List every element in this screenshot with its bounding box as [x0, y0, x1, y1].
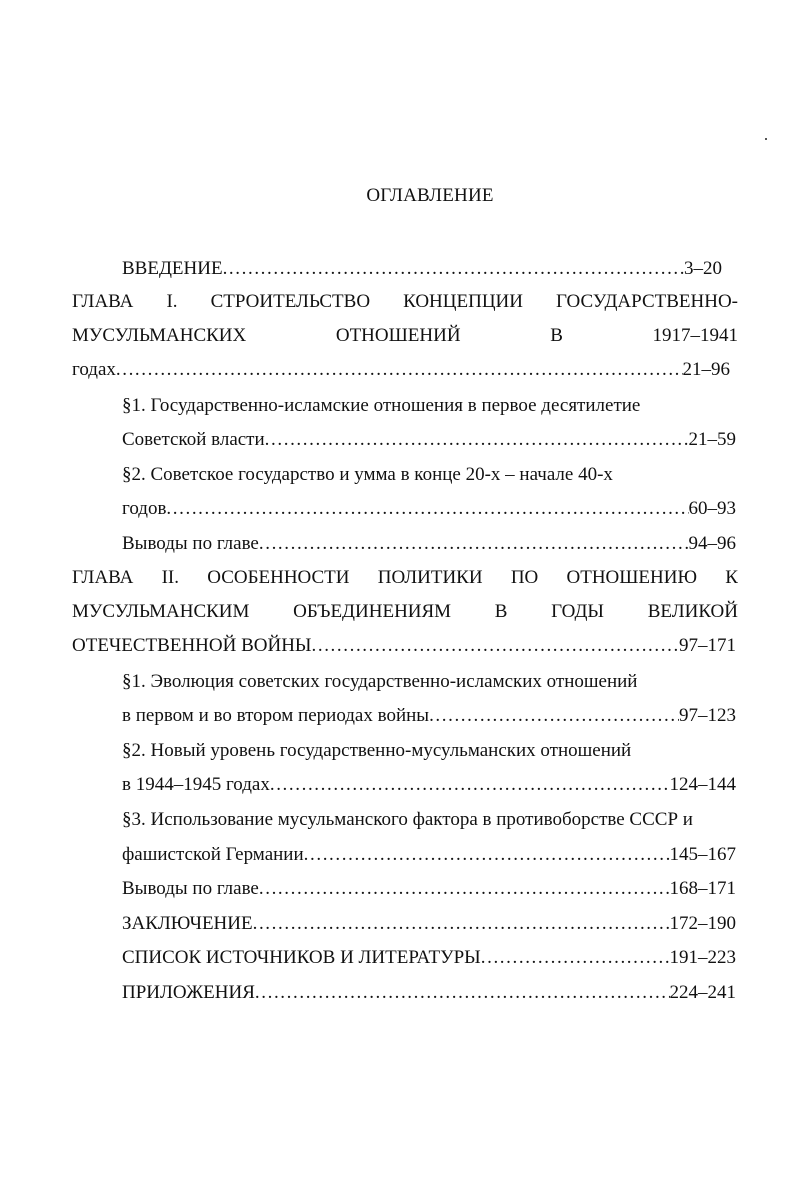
word: ГЛАВА	[72, 291, 134, 312]
toc-entry-pages: 124–144	[669, 774, 736, 795]
word: ГОСУДАРСТВЕННО-	[556, 291, 738, 312]
dot-leader	[259, 877, 670, 901]
toc-entry-text: Выводы по главе	[122, 533, 259, 554]
chapter2-heading-line3	[72, 634, 736, 658]
chapter1-section2-line1: §2. Советское государство и умма в конце 20-х – начале 40-х	[122, 464, 613, 485]
chapter2-section3-line1: §3. Использование мусульманского фактора в противоборстве СССР и	[122, 809, 693, 830]
toc-entry-text: фашистской Германии	[122, 844, 304, 865]
toc-entry-text: ОТЕЧЕСТВЕННОЙ ВОЙНЫ	[72, 635, 312, 656]
dot-leader	[255, 981, 670, 1005]
toc-entry-text: ВВЕДЕНИЕ	[122, 258, 223, 279]
word: ГЛАВА	[72, 567, 134, 588]
word: ОТНОШЕНИЙ	[335, 325, 461, 346]
dot-leader	[253, 912, 670, 936]
chapter2-section2-line2	[122, 773, 736, 797]
chapter2-section1-line2	[122, 704, 736, 728]
word: II.	[161, 567, 180, 588]
toc-entry-pages: 94–96	[688, 533, 736, 554]
dot-leader	[265, 428, 689, 452]
dot-leader	[312, 634, 680, 658]
toc-entry-appendix	[122, 981, 736, 1005]
toc-entry-text: в первом и во втором периодах войны	[122, 705, 430, 726]
dot-leader	[481, 946, 670, 970]
dot-leader	[166, 497, 688, 521]
word: СТРОИТЕЛЬСТВО	[210, 291, 371, 312]
word: ПО	[510, 567, 539, 588]
chapter1-section2-line2	[122, 497, 736, 521]
chapter1-heading-line2	[72, 324, 738, 348]
toc-entry-pages: 97–171	[679, 635, 736, 656]
toc-entry-text: Советской власти	[122, 429, 265, 450]
toc-entry-pages: 172–190	[669, 913, 736, 934]
toc-entry-closing	[122, 912, 736, 936]
dot-leader	[223, 257, 684, 281]
toc-entry-pages: 191–223	[669, 947, 736, 968]
toc-entry-text: ПРИЛОЖЕНИЯ	[122, 982, 255, 1003]
dot-leader	[429, 704, 679, 728]
toc-entry-text: годах	[72, 359, 116, 380]
word: К	[725, 567, 738, 588]
word: ВЕЛИКОЙ	[647, 601, 738, 622]
toc-entry-pages: 224–241	[669, 982, 736, 1003]
toc-entry-pages: 3–20	[684, 258, 722, 279]
toc-entry-text: годов	[122, 498, 167, 519]
toc-entry-pages: 145–167	[669, 844, 736, 865]
chapter2-heading-line2	[72, 600, 738, 624]
word: 1917–1941	[652, 325, 738, 346]
word: В	[494, 601, 508, 622]
chapter1-section1-line1: §1. Государственно-исламские отношения в первое десятилетие	[122, 395, 641, 416]
toc-entry-text: Выводы по главе	[122, 878, 259, 899]
word: МУСУЛЬМАНСКИХ	[72, 325, 247, 346]
chapter2-heading-line1	[72, 566, 738, 590]
chapter2-conclusion	[122, 877, 736, 901]
word: ОСОБЕННОСТИ	[207, 567, 350, 588]
dot-leader	[270, 773, 670, 797]
chapter1-heading-line3	[72, 358, 730, 382]
scan-speck	[765, 138, 767, 140]
word: I.	[166, 291, 178, 312]
chapter2-section2-line1: §2. Новый уровень государственно-мусульманских отношений	[122, 740, 632, 761]
word: ГОДЫ	[551, 601, 604, 622]
word: ОТНОШЕНИЮ	[566, 567, 698, 588]
page-title: ОГЛАВЛЕНИЕ	[366, 185, 494, 206]
chapter1-conclusion	[122, 532, 736, 556]
dot-leader	[116, 358, 683, 382]
dot-leader	[304, 843, 670, 867]
toc-entry-pages: 21–96	[682, 359, 730, 380]
chapter2-section3-line2	[122, 843, 736, 867]
dot-leader	[259, 532, 689, 556]
toc-entry-pages: 168–171	[669, 878, 736, 899]
word: МУСУЛЬМАНСКИМ	[72, 601, 250, 622]
word: КОНЦЕПЦИИ	[403, 291, 523, 312]
chapter1-section1-line2	[122, 428, 736, 452]
word: В	[550, 325, 563, 346]
toc-entry-text: СПИСОК ИСТОЧНИКОВ И ЛИТЕРАТУРЫ	[122, 947, 481, 968]
toc-entry-pages: 97–123	[679, 705, 736, 726]
chapter2-section1-line1: §1. Эволюция советских государственно-исламских отношений	[122, 671, 638, 692]
word: ОБЪЕДИНЕНИЯМ	[293, 601, 452, 622]
toc-entry-intro	[122, 257, 722, 281]
toc-entry-pages: 60–93	[688, 498, 736, 519]
toc-entry-pages: 21–59	[688, 429, 736, 450]
toc-entry-text: в 1944–1945 годах	[122, 774, 270, 795]
chapter1-heading-line1	[72, 290, 738, 314]
toc-entry-sources	[122, 946, 736, 970]
word: ПОЛИТИКИ	[377, 567, 483, 588]
toc-entry-text: ЗАКЛЮЧЕНИЕ	[122, 913, 253, 934]
